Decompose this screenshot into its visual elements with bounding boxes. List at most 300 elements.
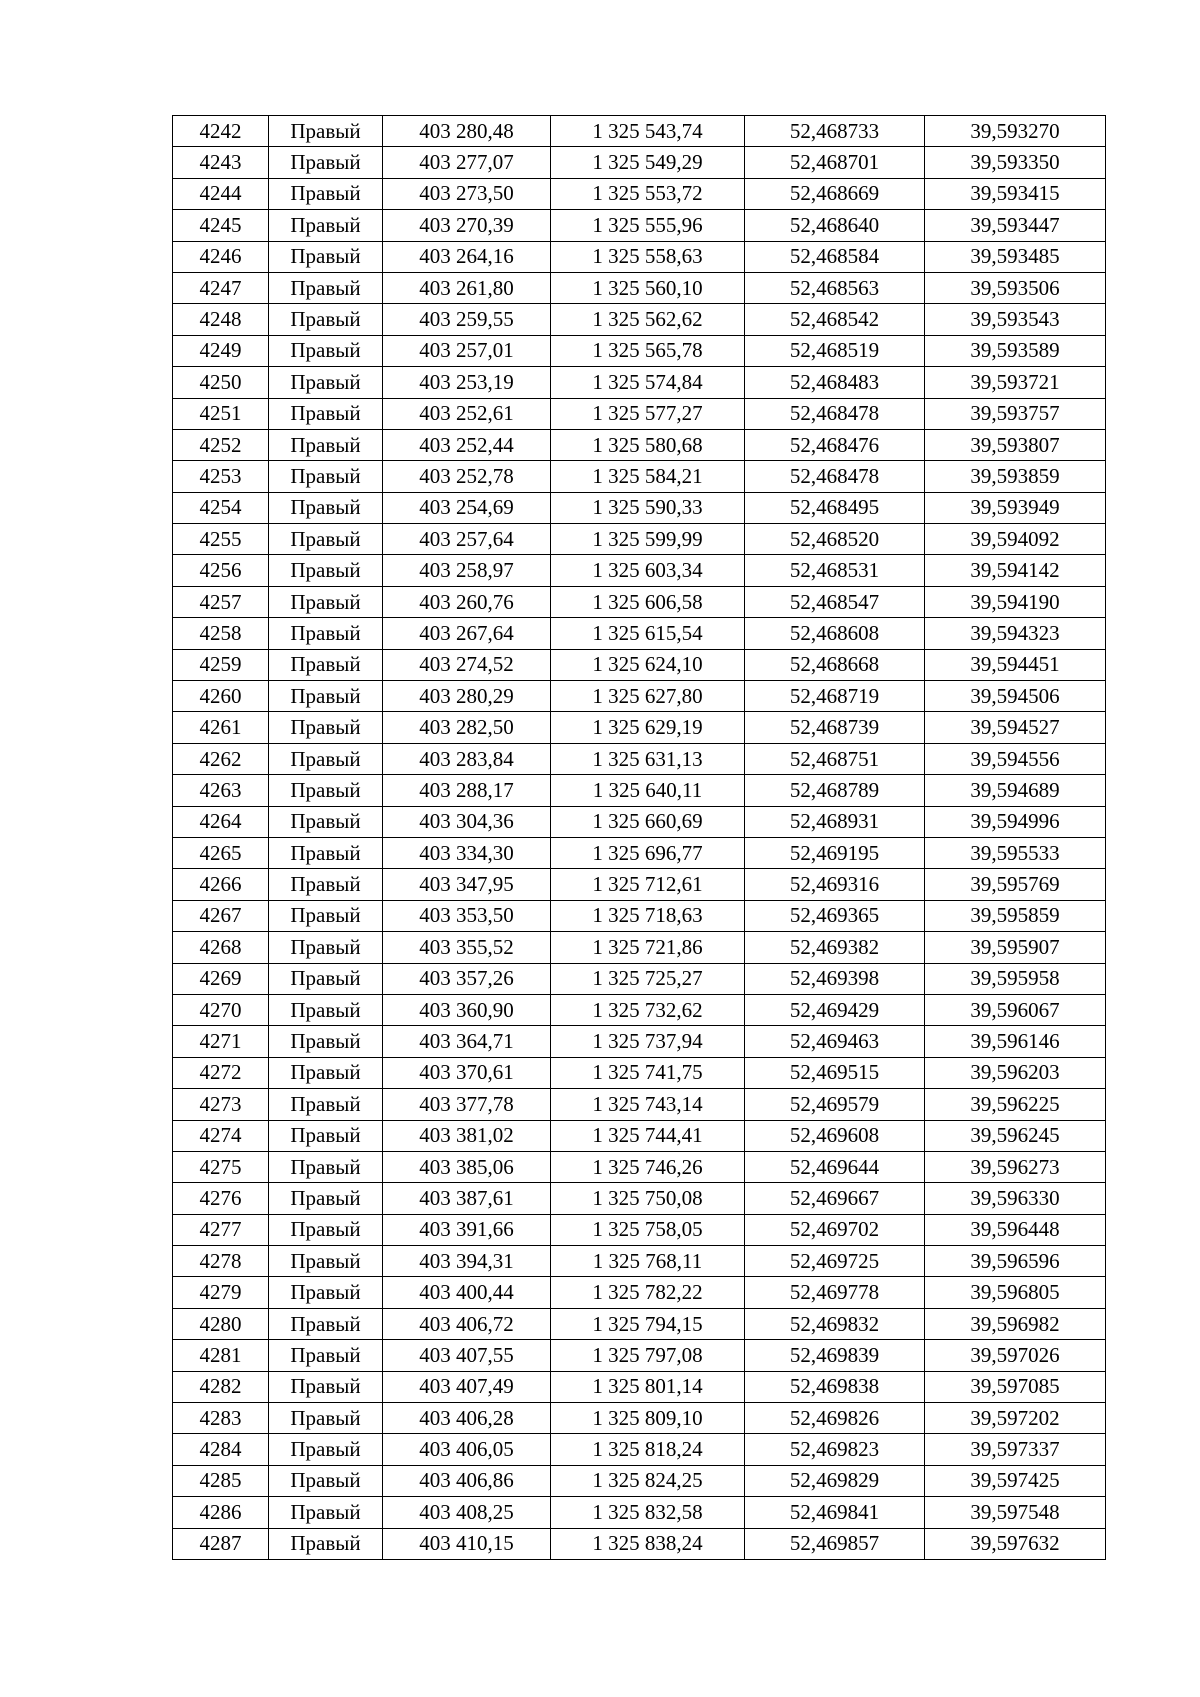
y-coordinate-cell: 1 325 603,34 <box>551 555 745 586</box>
side-cell: Правый <box>269 210 383 241</box>
x-coordinate-cell: 403 273,50 <box>383 178 551 209</box>
longitude-cell: 39,596245 <box>925 1120 1106 1151</box>
table-row <box>173 869 1106 900</box>
x-coordinate-cell: 403 254,69 <box>383 492 551 523</box>
table-row <box>173 1434 1106 1465</box>
x-coordinate-cell: 403 258,97 <box>383 555 551 586</box>
point-number-cell: 4266 <box>173 869 269 900</box>
table-row <box>173 900 1106 931</box>
side-cell: Правый <box>269 775 383 806</box>
longitude-cell: 39,594092 <box>925 524 1106 555</box>
y-coordinate-cell: 1 325 725,27 <box>551 963 745 994</box>
y-coordinate-cell: 1 325 838,24 <box>551 1528 745 1559</box>
table-row <box>173 1371 1106 1402</box>
point-number-cell: 4287 <box>173 1528 269 1559</box>
latitude-cell: 52,469725 <box>745 1246 925 1277</box>
latitude-cell: 52,468584 <box>745 241 925 272</box>
side-cell: Правый <box>269 681 383 712</box>
longitude-cell: 39,596596 <box>925 1246 1106 1277</box>
latitude-cell: 52,469463 <box>745 1026 925 1057</box>
side-cell: Правый <box>269 272 383 303</box>
table-row <box>173 1308 1106 1339</box>
longitude-cell: 39,597632 <box>925 1528 1106 1559</box>
point-number-cell: 4286 <box>173 1497 269 1528</box>
x-coordinate-cell: 403 261,80 <box>383 272 551 303</box>
latitude-cell: 52,468542 <box>745 304 925 335</box>
y-coordinate-cell: 1 325 549,29 <box>551 147 745 178</box>
y-coordinate-cell: 1 325 832,58 <box>551 1497 745 1528</box>
point-number-cell: 4280 <box>173 1308 269 1339</box>
side-cell: Правый <box>269 555 383 586</box>
x-coordinate-cell: 403 274,52 <box>383 649 551 680</box>
table-row <box>173 335 1106 366</box>
side-cell: Правый <box>269 461 383 492</box>
longitude-cell: 39,593807 <box>925 429 1106 460</box>
side-cell: Правый <box>269 1434 383 1465</box>
longitude-cell: 39,594323 <box>925 618 1106 649</box>
point-number-cell: 4245 <box>173 210 269 241</box>
point-number-cell: 4255 <box>173 524 269 555</box>
x-coordinate-cell: 403 253,19 <box>383 367 551 398</box>
table-row <box>173 963 1106 994</box>
side-cell: Правый <box>269 492 383 523</box>
table-row <box>173 210 1106 241</box>
x-coordinate-cell: 403 264,16 <box>383 241 551 272</box>
side-cell: Правый <box>269 1089 383 1120</box>
longitude-cell: 39,594527 <box>925 712 1106 743</box>
latitude-cell: 52,469857 <box>745 1528 925 1559</box>
y-coordinate-cell: 1 325 565,78 <box>551 335 745 366</box>
point-number-cell: 4277 <box>173 1214 269 1245</box>
longitude-cell: 39,594689 <box>925 775 1106 806</box>
longitude-cell: 39,593447 <box>925 210 1106 241</box>
longitude-cell: 39,596448 <box>925 1214 1106 1245</box>
y-coordinate-cell: 1 325 768,11 <box>551 1246 745 1277</box>
side-cell: Правый <box>269 1120 383 1151</box>
longitude-cell: 39,596067 <box>925 994 1106 1025</box>
table-row <box>173 178 1106 209</box>
longitude-cell: 39,597425 <box>925 1465 1106 1496</box>
point-number-cell: 4269 <box>173 963 269 994</box>
x-coordinate-cell: 403 408,25 <box>383 1497 551 1528</box>
table-row <box>173 1403 1106 1434</box>
side-cell: Правый <box>269 1528 383 1559</box>
point-number-cell: 4279 <box>173 1277 269 1308</box>
x-coordinate-cell: 403 353,50 <box>383 900 551 931</box>
side-cell: Правый <box>269 806 383 837</box>
x-coordinate-cell: 403 400,44 <box>383 1277 551 1308</box>
table-row <box>173 147 1106 178</box>
longitude-cell: 39,593506 <box>925 272 1106 303</box>
point-number-cell: 4274 <box>173 1120 269 1151</box>
latitude-cell: 52,468519 <box>745 335 925 366</box>
point-number-cell: 4252 <box>173 429 269 460</box>
table-row <box>173 398 1106 429</box>
table-row <box>173 1214 1106 1245</box>
y-coordinate-cell: 1 325 606,58 <box>551 586 745 617</box>
side-cell: Правый <box>269 1151 383 1182</box>
longitude-cell: 39,593589 <box>925 335 1106 366</box>
side-cell: Правый <box>269 1246 383 1277</box>
latitude-cell: 52,469608 <box>745 1120 925 1151</box>
y-coordinate-cell: 1 325 599,99 <box>551 524 745 555</box>
y-coordinate-cell: 1 325 744,41 <box>551 1120 745 1151</box>
y-coordinate-cell: 1 325 580,68 <box>551 429 745 460</box>
x-coordinate-cell: 403 277,07 <box>383 147 551 178</box>
x-coordinate-cell: 403 252,78 <box>383 461 551 492</box>
table-row <box>173 241 1106 272</box>
x-coordinate-cell: 403 357,26 <box>383 963 551 994</box>
side-cell: Правый <box>269 304 383 335</box>
latitude-cell: 52,468547 <box>745 586 925 617</box>
point-number-cell: 4283 <box>173 1403 269 1434</box>
point-number-cell: 4247 <box>173 272 269 303</box>
x-coordinate-cell: 403 385,06 <box>383 1151 551 1182</box>
y-coordinate-cell: 1 325 577,27 <box>551 398 745 429</box>
longitude-cell: 39,593757 <box>925 398 1106 429</box>
side-cell: Правый <box>269 1403 383 1434</box>
side-cell: Правый <box>269 1277 383 1308</box>
latitude-cell: 52,469579 <box>745 1089 925 1120</box>
longitude-cell: 39,593949 <box>925 492 1106 523</box>
point-number-cell: 4250 <box>173 367 269 398</box>
y-coordinate-cell: 1 325 590,33 <box>551 492 745 523</box>
longitude-cell: 39,594451 <box>925 649 1106 680</box>
point-number-cell: 4265 <box>173 837 269 868</box>
point-number-cell: 4253 <box>173 461 269 492</box>
latitude-cell: 52,469839 <box>745 1340 925 1371</box>
y-coordinate-cell: 1 325 615,54 <box>551 618 745 649</box>
y-coordinate-cell: 1 325 758,05 <box>551 1214 745 1245</box>
point-number-cell: 4273 <box>173 1089 269 1120</box>
longitude-cell: 39,593721 <box>925 367 1106 398</box>
latitude-cell: 52,468520 <box>745 524 925 555</box>
y-coordinate-cell: 1 325 741,75 <box>551 1057 745 1088</box>
x-coordinate-cell: 403 360,90 <box>383 994 551 1025</box>
y-coordinate-cell: 1 325 712,61 <box>551 869 745 900</box>
y-coordinate-cell: 1 325 750,08 <box>551 1183 745 1214</box>
point-number-cell: 4259 <box>173 649 269 680</box>
point-number-cell: 4272 <box>173 1057 269 1088</box>
latitude-cell: 52,468476 <box>745 429 925 460</box>
latitude-cell: 52,469398 <box>745 963 925 994</box>
longitude-cell: 39,595907 <box>925 932 1106 963</box>
latitude-cell: 52,468478 <box>745 461 925 492</box>
coordinates-table <box>172 115 1106 1560</box>
table-row <box>173 618 1106 649</box>
side-cell: Правый <box>269 1371 383 1402</box>
longitude-cell: 39,593350 <box>925 147 1106 178</box>
x-coordinate-cell: 403 334,30 <box>383 837 551 868</box>
x-coordinate-cell: 403 370,61 <box>383 1057 551 1088</box>
x-coordinate-cell: 403 387,61 <box>383 1183 551 1214</box>
side-cell: Правый <box>269 649 383 680</box>
longitude-cell: 39,593859 <box>925 461 1106 492</box>
longitude-cell: 39,595533 <box>925 837 1106 868</box>
latitude-cell: 52,468483 <box>745 367 925 398</box>
longitude-cell: 39,597337 <box>925 1434 1106 1465</box>
latitude-cell: 52,469829 <box>745 1465 925 1496</box>
side-cell: Правый <box>269 994 383 1025</box>
point-number-cell: 4263 <box>173 775 269 806</box>
table-row <box>173 116 1106 147</box>
x-coordinate-cell: 403 288,17 <box>383 775 551 806</box>
side-cell: Правый <box>269 429 383 460</box>
longitude-cell: 39,594506 <box>925 681 1106 712</box>
table-row <box>173 1026 1106 1057</box>
longitude-cell: 39,596203 <box>925 1057 1106 1088</box>
latitude-cell: 52,468669 <box>745 178 925 209</box>
coordinates-table-body <box>173 116 1106 1560</box>
y-coordinate-cell: 1 325 718,63 <box>551 900 745 931</box>
table-row <box>173 461 1106 492</box>
point-number-cell: 4260 <box>173 681 269 712</box>
latitude-cell: 52,468668 <box>745 649 925 680</box>
longitude-cell: 39,594142 <box>925 555 1106 586</box>
point-number-cell: 4281 <box>173 1340 269 1371</box>
latitude-cell: 52,469429 <box>745 994 925 1025</box>
table-row <box>173 429 1106 460</box>
y-coordinate-cell: 1 325 553,72 <box>551 178 745 209</box>
y-coordinate-cell: 1 325 555,96 <box>551 210 745 241</box>
x-coordinate-cell: 403 381,02 <box>383 1120 551 1151</box>
longitude-cell: 39,595958 <box>925 963 1106 994</box>
table-row <box>173 586 1106 617</box>
longitude-cell: 39,597026 <box>925 1340 1106 1371</box>
side-cell: Правый <box>269 178 383 209</box>
point-number-cell: 4251 <box>173 398 269 429</box>
x-coordinate-cell: 403 252,44 <box>383 429 551 460</box>
side-cell: Правый <box>269 524 383 555</box>
point-number-cell: 4282 <box>173 1371 269 1402</box>
side-cell: Правый <box>269 147 383 178</box>
longitude-cell: 39,596225 <box>925 1089 1106 1120</box>
latitude-cell: 52,469667 <box>745 1183 925 1214</box>
x-coordinate-cell: 403 364,71 <box>383 1026 551 1057</box>
latitude-cell: 52,469778 <box>745 1277 925 1308</box>
side-cell: Правый <box>269 1465 383 1496</box>
table-row <box>173 681 1106 712</box>
point-number-cell: 4257 <box>173 586 269 617</box>
longitude-cell: 39,596982 <box>925 1308 1106 1339</box>
latitude-cell: 52,468495 <box>745 492 925 523</box>
point-number-cell: 4271 <box>173 1026 269 1057</box>
side-cell: Правый <box>269 1497 383 1528</box>
latitude-cell: 52,469382 <box>745 932 925 963</box>
longitude-cell: 39,597548 <box>925 1497 1106 1528</box>
latitude-cell: 52,469644 <box>745 1151 925 1182</box>
x-coordinate-cell: 403 252,61 <box>383 398 551 429</box>
table-row <box>173 649 1106 680</box>
y-coordinate-cell: 1 325 732,62 <box>551 994 745 1025</box>
y-coordinate-cell: 1 325 818,24 <box>551 1434 745 1465</box>
point-number-cell: 4268 <box>173 932 269 963</box>
latitude-cell: 52,469316 <box>745 869 925 900</box>
side-cell: Правый <box>269 900 383 931</box>
x-coordinate-cell: 403 267,64 <box>383 618 551 649</box>
longitude-cell: 39,595769 <box>925 869 1106 900</box>
point-number-cell: 4284 <box>173 1434 269 1465</box>
point-number-cell: 4264 <box>173 806 269 837</box>
x-coordinate-cell: 403 282,50 <box>383 712 551 743</box>
table-row <box>173 712 1106 743</box>
latitude-cell: 52,468719 <box>745 681 925 712</box>
point-number-cell: 4278 <box>173 1246 269 1277</box>
side-cell: Правый <box>269 1340 383 1371</box>
y-coordinate-cell: 1 325 696,77 <box>551 837 745 868</box>
y-coordinate-cell: 1 325 824,25 <box>551 1465 745 1496</box>
table-row <box>173 837 1106 868</box>
y-coordinate-cell: 1 325 801,14 <box>551 1371 745 1402</box>
table-row <box>173 1497 1106 1528</box>
table-row <box>173 272 1106 303</box>
side-cell: Правый <box>269 712 383 743</box>
longitude-cell: 39,596146 <box>925 1026 1106 1057</box>
point-number-cell: 4248 <box>173 304 269 335</box>
table-row <box>173 1151 1106 1182</box>
point-number-cell: 4275 <box>173 1151 269 1182</box>
y-coordinate-cell: 1 325 737,94 <box>551 1026 745 1057</box>
longitude-cell: 39,597202 <box>925 1403 1106 1434</box>
y-coordinate-cell: 1 325 782,22 <box>551 1277 745 1308</box>
longitude-cell: 39,593485 <box>925 241 1106 272</box>
point-number-cell: 4249 <box>173 335 269 366</box>
table-row <box>173 492 1106 523</box>
x-coordinate-cell: 403 391,66 <box>383 1214 551 1245</box>
latitude-cell: 52,469515 <box>745 1057 925 1088</box>
longitude-cell: 39,596805 <box>925 1277 1106 1308</box>
table-row <box>173 806 1106 837</box>
table-row <box>173 994 1106 1025</box>
x-coordinate-cell: 403 394,31 <box>383 1246 551 1277</box>
longitude-cell: 39,595859 <box>925 900 1106 931</box>
table-row <box>173 1120 1106 1151</box>
x-coordinate-cell: 403 257,01 <box>383 335 551 366</box>
point-number-cell: 4270 <box>173 994 269 1025</box>
longitude-cell: 39,596330 <box>925 1183 1106 1214</box>
latitude-cell: 52,468531 <box>745 555 925 586</box>
x-coordinate-cell: 403 410,15 <box>383 1528 551 1559</box>
y-coordinate-cell: 1 325 743,14 <box>551 1089 745 1120</box>
table-row <box>173 1465 1106 1496</box>
side-cell: Правый <box>269 1026 383 1057</box>
latitude-cell: 52,469195 <box>745 837 925 868</box>
table-row <box>173 1528 1106 1559</box>
side-cell: Правый <box>269 837 383 868</box>
y-coordinate-cell: 1 325 543,74 <box>551 116 745 147</box>
side-cell: Правый <box>269 743 383 774</box>
point-number-cell: 4254 <box>173 492 269 523</box>
side-cell: Правый <box>269 241 383 272</box>
x-coordinate-cell: 403 280,29 <box>383 681 551 712</box>
side-cell: Правый <box>269 963 383 994</box>
table-row <box>173 1057 1106 1088</box>
side-cell: Правый <box>269 116 383 147</box>
side-cell: Правый <box>269 398 383 429</box>
table-row <box>173 1340 1106 1371</box>
table-row <box>173 743 1106 774</box>
longitude-cell: 39,596273 <box>925 1151 1106 1182</box>
y-coordinate-cell: 1 325 584,21 <box>551 461 745 492</box>
latitude-cell: 52,468608 <box>745 618 925 649</box>
x-coordinate-cell: 403 406,72 <box>383 1308 551 1339</box>
x-coordinate-cell: 403 270,39 <box>383 210 551 241</box>
x-coordinate-cell: 403 406,86 <box>383 1465 551 1496</box>
table-row <box>173 775 1106 806</box>
side-cell: Правый <box>269 586 383 617</box>
latitude-cell: 52,468931 <box>745 806 925 837</box>
latitude-cell: 52,469365 <box>745 900 925 931</box>
table-row <box>173 1246 1106 1277</box>
x-coordinate-cell: 403 355,52 <box>383 932 551 963</box>
side-cell: Правый <box>269 1183 383 1214</box>
side-cell: Правый <box>269 1214 383 1245</box>
longitude-cell: 39,593270 <box>925 116 1106 147</box>
y-coordinate-cell: 1 325 797,08 <box>551 1340 745 1371</box>
y-coordinate-cell: 1 325 640,11 <box>551 775 745 806</box>
latitude-cell: 52,468751 <box>745 743 925 774</box>
y-coordinate-cell: 1 325 624,10 <box>551 649 745 680</box>
latitude-cell: 52,468640 <box>745 210 925 241</box>
x-coordinate-cell: 403 347,95 <box>383 869 551 900</box>
side-cell: Правый <box>269 1057 383 1088</box>
table-row <box>173 524 1106 555</box>
longitude-cell: 39,593415 <box>925 178 1106 209</box>
latitude-cell: 52,469826 <box>745 1403 925 1434</box>
point-number-cell: 4276 <box>173 1183 269 1214</box>
latitude-cell: 52,469832 <box>745 1308 925 1339</box>
y-coordinate-cell: 1 325 558,63 <box>551 241 745 272</box>
table-row <box>173 1183 1106 1214</box>
table-row <box>173 555 1106 586</box>
y-coordinate-cell: 1 325 631,13 <box>551 743 745 774</box>
point-number-cell: 4285 <box>173 1465 269 1496</box>
side-cell: Правый <box>269 1308 383 1339</box>
y-coordinate-cell: 1 325 721,86 <box>551 932 745 963</box>
y-coordinate-cell: 1 325 627,80 <box>551 681 745 712</box>
y-coordinate-cell: 1 325 560,10 <box>551 272 745 303</box>
point-number-cell: 4261 <box>173 712 269 743</box>
latitude-cell: 52,468739 <box>745 712 925 743</box>
y-coordinate-cell: 1 325 660,69 <box>551 806 745 837</box>
latitude-cell: 52,469838 <box>745 1371 925 1402</box>
latitude-cell: 52,468733 <box>745 116 925 147</box>
y-coordinate-cell: 1 325 629,19 <box>551 712 745 743</box>
longitude-cell: 39,594996 <box>925 806 1106 837</box>
longitude-cell: 39,593543 <box>925 304 1106 335</box>
side-cell: Правый <box>269 932 383 963</box>
x-coordinate-cell: 403 304,36 <box>383 806 551 837</box>
point-number-cell: 4267 <box>173 900 269 931</box>
table-row <box>173 932 1106 963</box>
point-number-cell: 4243 <box>173 147 269 178</box>
x-coordinate-cell: 403 407,49 <box>383 1371 551 1402</box>
latitude-cell: 52,468701 <box>745 147 925 178</box>
x-coordinate-cell: 403 257,64 <box>383 524 551 555</box>
table-row <box>173 367 1106 398</box>
y-coordinate-cell: 1 325 794,15 <box>551 1308 745 1339</box>
longitude-cell: 39,594556 <box>925 743 1106 774</box>
x-coordinate-cell: 403 406,05 <box>383 1434 551 1465</box>
longitude-cell: 39,597085 <box>925 1371 1106 1402</box>
table-row <box>173 1277 1106 1308</box>
latitude-cell: 52,469702 <box>745 1214 925 1245</box>
side-cell: Правый <box>269 618 383 649</box>
longitude-cell: 39,594190 <box>925 586 1106 617</box>
y-coordinate-cell: 1 325 562,62 <box>551 304 745 335</box>
latitude-cell: 52,468789 <box>745 775 925 806</box>
point-number-cell: 4242 <box>173 116 269 147</box>
